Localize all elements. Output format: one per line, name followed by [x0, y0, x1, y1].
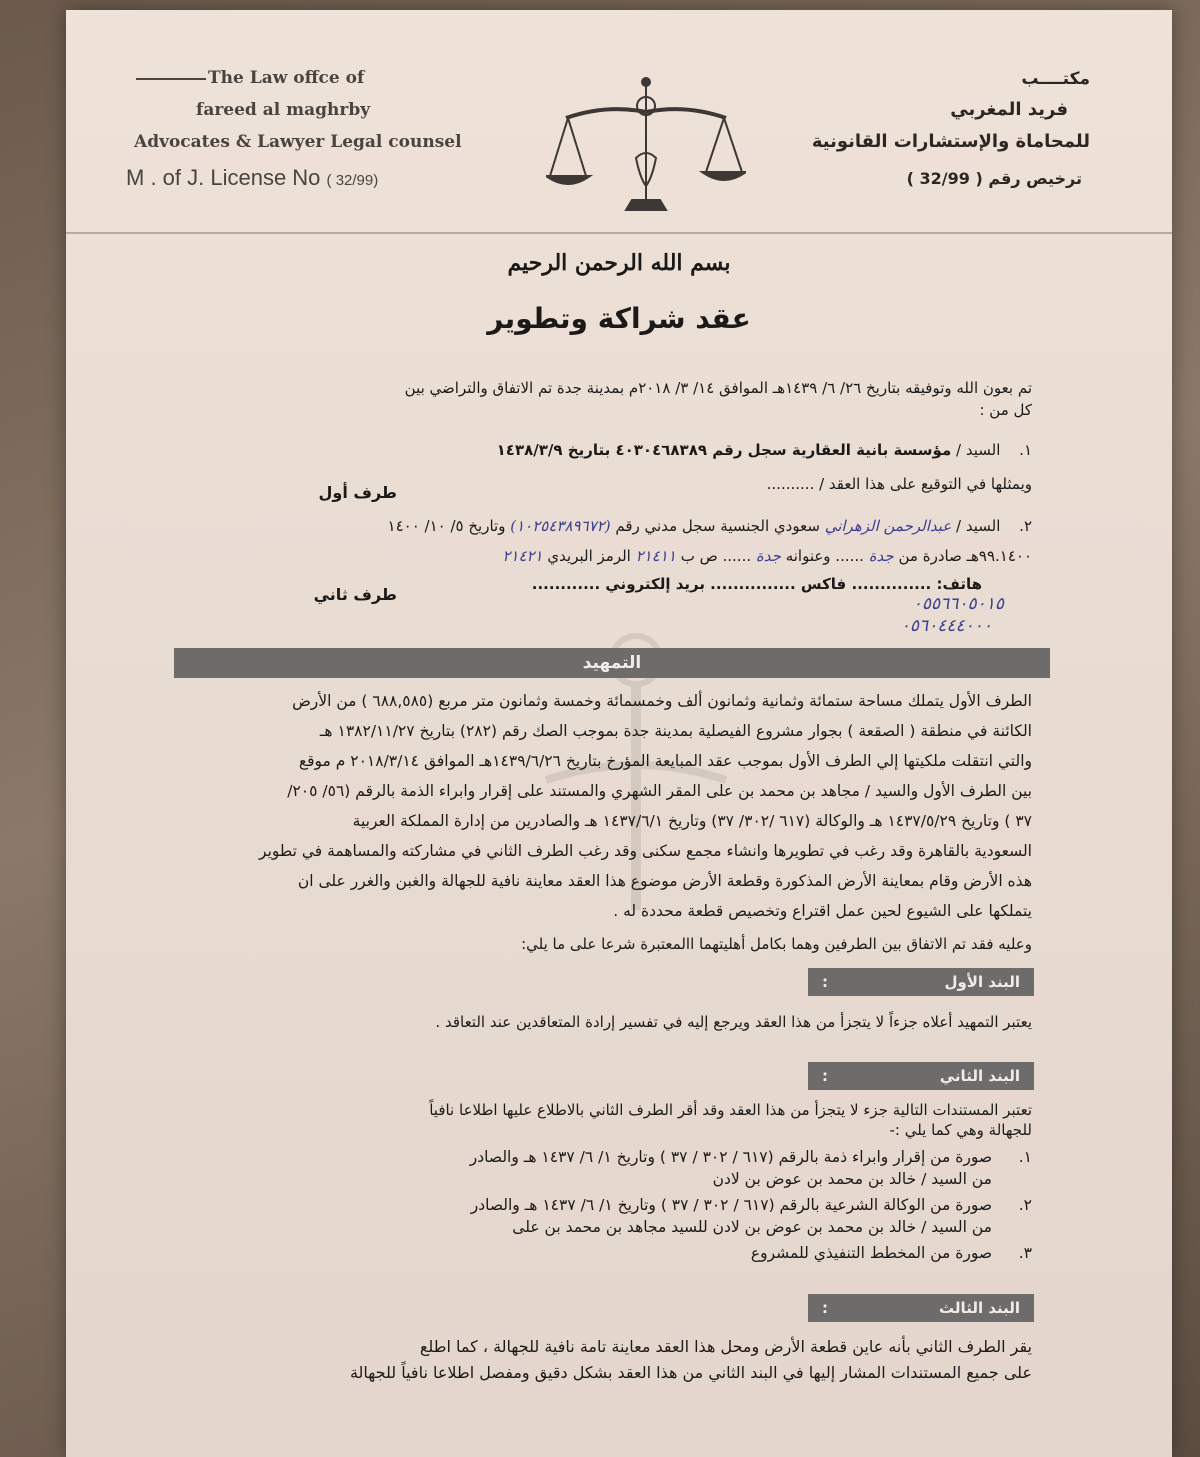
- contract-title: عقد شراكة وتطوير: [487, 302, 751, 335]
- preamble-line: ٣٧ ) وتاريخ ١٤٣٧/٥/٢٩ هـ والوكالة (٦١٧ /٣٠٢/ ٣٧) وتاريخ ١٤٣٧/٦/١ هـ والصادرين من إدارة المملكة العربية: [352, 812, 1032, 830]
- office-name-en: fareed al maghrby: [196, 100, 371, 120]
- preamble-line: والتي انتقلت ملكيتها إلي الطرف الأول بموجب عقد المبايعة المؤرخ بتاريخ ١٤٣٩/٦/٢٦هـ الموافق ٢٠١٨/٣/١٤ م موقع: [298, 752, 1032, 770]
- office-title-en: The Law offce of: [208, 68, 365, 88]
- preamble-conclusion: وعليه فقد تم الاتفاق بين الطرفين وهما بكامل أهليتهما االمعتبرة شرعا على ما يلي:: [521, 935, 1032, 953]
- letterhead-english: [126, 62, 462, 197]
- intro-line-2: كل من :: [979, 401, 1032, 419]
- clause-1-text: يعتبر التمهيد أعلاه جزءاً لا يتجزأ من هذا العقد ويرجع إليه في تفسير إرادة المتعاقدين عند التعاقد .: [435, 1013, 1032, 1031]
- party-1: ١. السيد / مؤسسة بانية العقارية سجل رقم ٤٠٣٠٤٦٨٣٨٩ بتاريخ ١٤٣٨/٣/٩: [496, 441, 1032, 459]
- party-1-role: طرف أول: [318, 483, 397, 502]
- party-2-phone-1: ٠٥٥٦٦٠٥٠١٥: [912, 594, 1004, 614]
- party-2-id-handwritten: (١٠٢٥٤٣٨٩٦٧٢): [510, 517, 611, 535]
- preamble-text: [132, 686, 1032, 926]
- preamble-line: الطرف الأول يتملك مساحة ستمائة وثمانية وثمانون ألف وخمسمائة وخمسة وثمانون متر مربع (٦٨٨,٥٨٥ ) من الأرض: [292, 692, 1032, 710]
- party-2-contact: هاتف: .............. فاكس ............... بريد إلكتروني ............: [531, 575, 982, 593]
- document-page: [66, 10, 1172, 1457]
- list-item-number: ٣.: [1018, 1244, 1032, 1262]
- list-item: [132, 1146, 1032, 1190]
- preamble-line: بين الطرف الأول والسيد / مجاهد بن محمد بن على المقر الشهري والمستند على إقرار وابراء الذمة بالرقم (٥٦/ ٢٠٥/: [287, 782, 1032, 800]
- letterhead: [66, 10, 1172, 234]
- list-item-continuation: من السيد / خالد بن محمد بن عوض بن لادن: [712, 1170, 992, 1188]
- office-services-en: Advocates & Lawyer Legal counsel: [134, 132, 462, 152]
- clause-2-intro-1: تعتبر المستندات التالية جزء لا يتجزأ من هذا العقد وقد أقر الطرف الثاني بالاطلاع عليها اطلاعا نافياً: [429, 1101, 1032, 1119]
- office-title-ar: مكتــــب: [1021, 69, 1090, 89]
- clause-3-heading: البند الثالث :: [808, 1294, 1034, 1322]
- party-2-line-2: ٩٩.١٤٠٠هـ صادرة من جدة ...... وعنوانه جدة ...... ص ب ٢١٤١١ الرمز البريدي ٢١٤٢١: [502, 547, 1032, 565]
- party-2-phone-2: ٠٥٦٠٤٤٤٠٠٠: [900, 616, 992, 636]
- preamble-heading: التمهيد: [174, 648, 1050, 678]
- party-1-representative: ويمثلها في التوقيع على هذا العقد / ..........: [766, 475, 1032, 493]
- party-2-name-handwritten: عبدالرحمن الزهراني: [824, 517, 952, 535]
- list-item-text: صورة من إقرار وابراء ذمة بالرقم (٦١٧ / ٣٠٢ / ٣٧ ) وتاريخ ١/ ٦/ ١٤٣٧ هـ والصادر: [469, 1148, 992, 1166]
- letterhead-arabic: [812, 64, 1090, 200]
- list-item-text: صورة من المخطط التنفيذي للمشروع: [750, 1244, 992, 1262]
- list-item-continuation: من السيد / خالد بن محمد بن عوض بن لادن للسيد مجاهد بن محمد بن على: [512, 1218, 992, 1236]
- clause-2-heading: البند الثاني :: [808, 1062, 1034, 1090]
- party-2-role: طرف ثاني: [313, 585, 397, 604]
- clause-2-intro-2: للجهالة وهي كما يلي :-: [889, 1121, 1032, 1139]
- list-item-number: ١.: [1018, 1148, 1032, 1166]
- clause-3-text-1: يقر الطرف الثاني بأنه عاين قطعة الأرض ومحل هذا العقد معاينة تامة نافية للجهالة ، كما اطلع: [419, 1337, 1032, 1356]
- list-item-text: صورة من الوكالة الشرعية بالرقم (٦١٧ / ٣٠٢ / ٣٧ ) وتاريخ ١/ ٦/ ١٤٣٧ هـ والصادر: [470, 1196, 992, 1214]
- preamble-line: يتملكها على الشيوع لحين عمل اقتراع وتخصيص قطعة محددة له .: [613, 902, 1032, 920]
- list-item: [132, 1194, 1032, 1238]
- list-item-number: ٢.: [1018, 1196, 1032, 1214]
- preamble-line: السعودية بالقاهرة وقد رغب في تطويرها وانشاء مجمع سكنى وقد رغب الطرف الثاني في مشاركته والمساهمة في تطوير: [259, 842, 1032, 860]
- preamble-line: الكائنة في منطقة ( الصقعة ) بجوار مشروع الفيصلية بمدينة جدة بموجب الصك رقم (٢٨٢) بتاريخ ١٣٨٢/١١/٢٧ هـ: [319, 722, 1032, 740]
- clause-1-heading: البند الأول :: [808, 968, 1034, 996]
- clause-2-list: [132, 1146, 1032, 1268]
- office-services-ar: للمحاماة والإستشارات القانونية: [811, 131, 1090, 152]
- list-item: [132, 1242, 1032, 1264]
- preamble-line: هذه الأرض وقام بمعاينة الأرض المذكورة وقطعة الأرض موضوع هذا العقد معاينة نافية للجهالة والغبن والغرر على ان: [297, 872, 1032, 890]
- license-en: M . of J. License No ( 32/99): [126, 165, 379, 190]
- party-2-line-1: ٢. السيد / عبدالرحمن الزهراني سعودي الجنسية سجل مدني رقم (١٠٢٥٤٣٨٩٦٧٢) وتاريخ ٥/ ١٠/ ١٤٠٠: [387, 517, 1032, 535]
- basmala: بسم الله الرحمن الرحيم: [507, 250, 731, 276]
- intro-line-1: تم بعون الله وتوفيقه بتاريخ ٢٦/ ٦/ ١٤٣٩هـ الموافق ١٤/ ٣/ ٢٠١٨م بمدينة جدة تم الاتفاق والتراضي بين: [404, 379, 1032, 397]
- office-name-ar: فريد المغربي: [950, 99, 1068, 120]
- clause-3-text-2: على جميع المستندات المشار إليها في البند الثاني من هذا العقد بشكل دقيق ومفصل اطلاعا نافياً للجهالة: [349, 1363, 1032, 1382]
- license-ar: ترخيص رقم ( 32/99 ): [906, 169, 1082, 188]
- scales-of-justice-icon: [546, 68, 746, 218]
